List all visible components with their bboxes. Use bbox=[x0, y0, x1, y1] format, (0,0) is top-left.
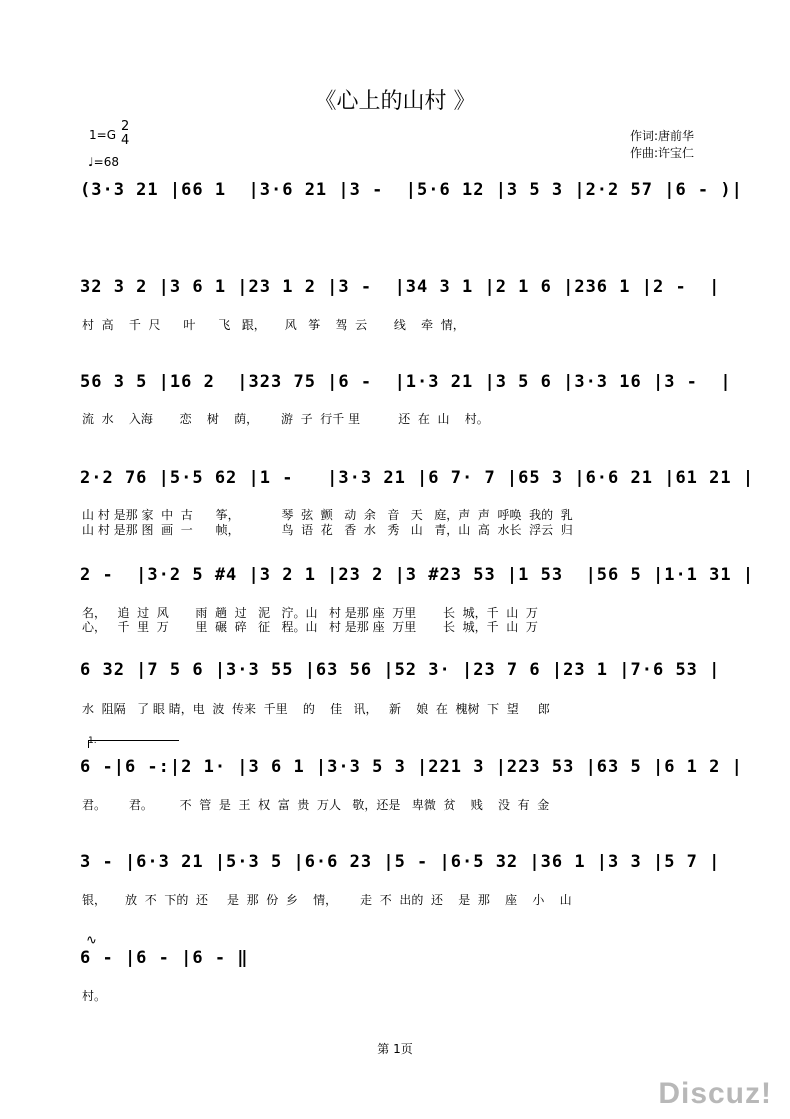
tempo-marking bbox=[88, 155, 119, 169]
time-signature-top: 2 bbox=[121, 119, 130, 134]
notation-line: 6 32 |7 5 6 |3·3 55 |63 56 |52 3· |23 7 6 |23 1 |7·6 53 | bbox=[80, 660, 721, 680]
tempo-value: =68 bbox=[93, 155, 119, 169]
lyric-line: 村 高 千 尺 叶 飞 跟， 风 筝 驾 云 线 牵 情， bbox=[82, 318, 465, 332]
notation-line: 6 - |6 - |6 - ‖ bbox=[80, 948, 249, 968]
notation-line: 2 - |3·2 5 #4 |3 2 1 |23 2 |3 #23 53 |1 53 |56 5 |1·1 31 | bbox=[80, 565, 755, 585]
notation-line: 32 3 2 |3 6 1 |23 1 2 |3 - |34 3 1 |2 1 6 |236 1 |2 - | bbox=[80, 277, 721, 297]
lyric-line: 村。 bbox=[82, 989, 107, 1003]
time-signature bbox=[121, 120, 129, 148]
watermark: Discuz! bbox=[658, 1077, 772, 1110]
lyric-line: 心， 千 里 万 里 碾 碎 征 程。山 村 是那 座 万里 长 城，千 山 万 bbox=[82, 620, 538, 634]
quarter-note-icon: ♩ bbox=[88, 155, 94, 169]
lyric-line: 名， 追 过 风 雨 趟 过 泥 泞。山 村 是那 座 万里 长 城，千 山 万 bbox=[82, 606, 538, 620]
composer: 作曲:许宝仁 bbox=[630, 146, 695, 160]
time-signature-bottom: 4 bbox=[121, 133, 130, 148]
lyricist: 作词:唐前华 bbox=[630, 129, 695, 143]
volta-label: 1. bbox=[88, 736, 97, 746]
lyric-line: 山 村 是那 家 中 古 筝， 琴 弦 颤 动 余 音 天 庭，声 声 呼唤 我的 乳 bbox=[82, 508, 573, 522]
notation-line: (3·3 21 |66 1 |3·6 21 |3 - |5·6 12 |3 5 3 |2·2 57 |6 - )| bbox=[80, 180, 743, 200]
credits bbox=[630, 128, 694, 162]
lyric-line: 银， 放 不 下的 还 是 那 份 乡 情， 走 不 出的 还 是 那 座 小 山 bbox=[82, 893, 572, 907]
notation-line: 6 -|6 -:|2 1· |3 6 1 |3·3 5 3 |221 3 |223 53 |63 5 |6 1 2 | bbox=[80, 757, 743, 777]
song-title: 《心上的山村 》 bbox=[314, 89, 476, 114]
page-number: 第 1页 bbox=[377, 1042, 413, 1056]
volta-bracket bbox=[88, 740, 179, 748]
ornament-icon: ∿ bbox=[86, 933, 97, 948]
lyric-line: 君。 君。 不 管 是 王 权 富 贵 万人 敬，还是 卑微 贫 贱 没 有 金 bbox=[82, 798, 550, 812]
lyric-line: 水 阻隔 了 眼 睛，电 波 传来 千里 的 佳 讯， 新 娘 在 槐树 下 望 郎 bbox=[82, 702, 550, 716]
lyric-line: 山 村 是那 图 画 一 帧， 鸟 语 花 香 水 秀 山 青，山 高 水长 浮云 归 bbox=[82, 523, 573, 537]
key-signature: 1=G bbox=[89, 128, 116, 142]
notation-line: 56 3 5 |16 2 |323 75 |6 - |1·3 21 |3 5 6 |3·3 16 |3 - | bbox=[80, 372, 732, 392]
notation-line: 2·2 76 |5·5 62 |1 - |3·3 21 |6 7· 7 |65 3 |6·6 21 |61 21 | bbox=[80, 468, 755, 488]
lyric-line: 流 水 入海 恋 树 荫， 游 子 行千 里 还 在 山 村。 bbox=[82, 412, 489, 426]
notation-line: 3 - |6·3 21 |5·3 5 |6·6 23 |5 - |6·5 32 |36 1 |3 3 |5 7 | bbox=[80, 852, 721, 872]
